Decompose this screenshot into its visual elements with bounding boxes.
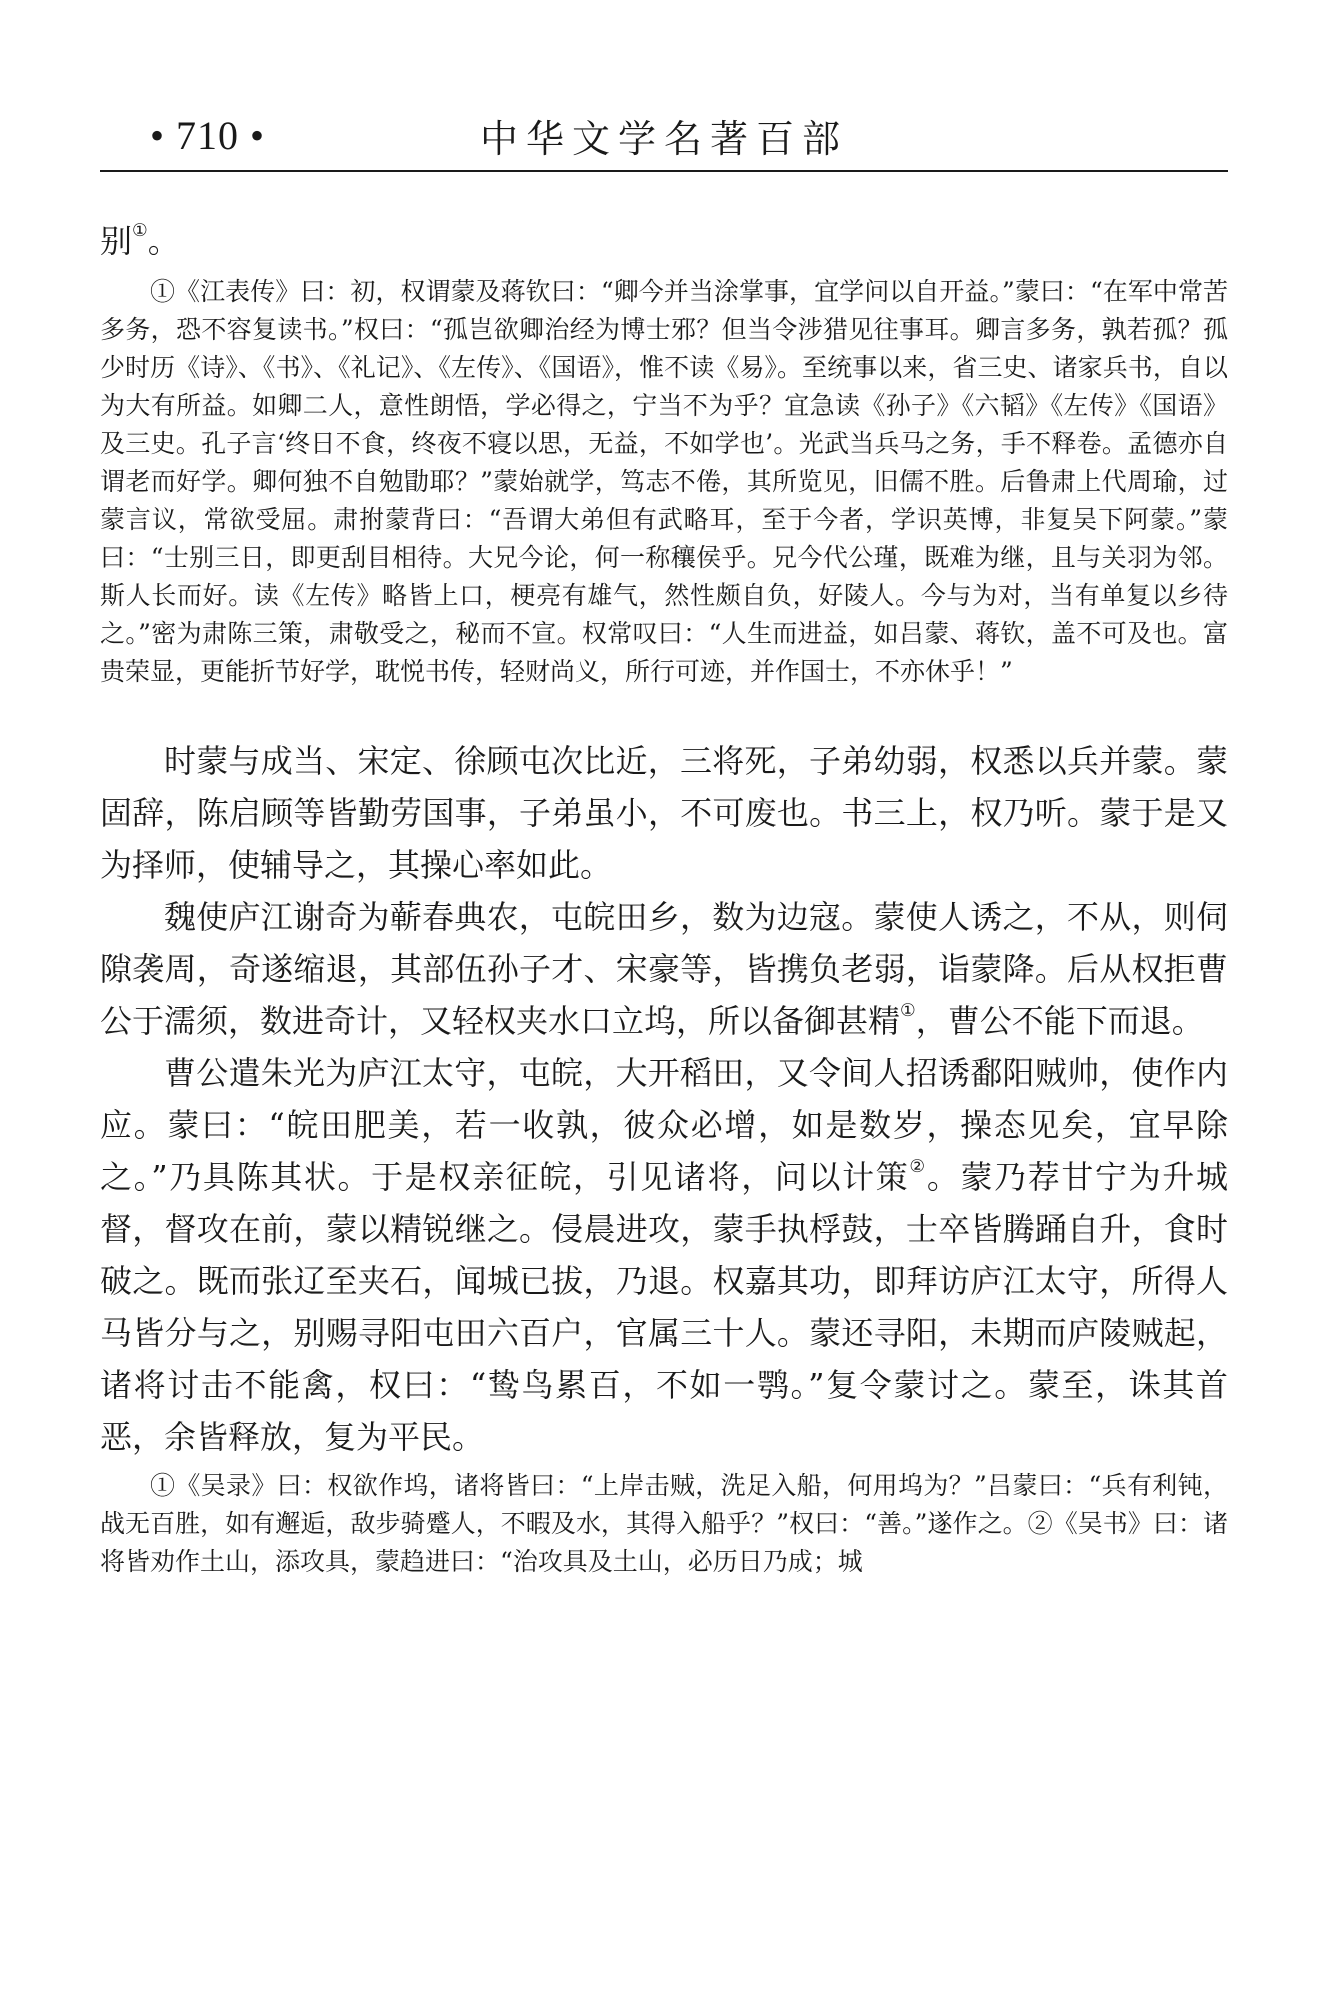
annotation-jiangbiaozhuan: ①《江表传》曰：初，权谓蒙及蒋钦曰：“卿今并当涂掌事，宜学问以自开益。”蒙曰：“在军中常苦多务，恐不容复读书。”权曰：“孤岂欲卿治经为博士邪？但当令涉猎见往事耳。卿言多务，孰若孤？孤少时历《诗》、《书》、《礼记》、《左传》、《国语》，惟不读《易》。至统事以来，省三史、诸家兵书，自以为大有所益。如卿二人，意性朗悟，学必得之，宁当不为乎？宜急读《孙子》《六韬》《左传》《国语》及三史。孔子言‘终日不食，终夜不寝以思，无益，不如学也’。光武当兵马之务，手不释卷。孟德亦自谓老而好学。卿何独不自勉勖耶？”蒙始就学，笃志不倦，其所览见，旧儒不胜。后鲁肃上代周瑜，过蒙言议，常欲受屈。肃拊蒙背曰：“吾谓大弟但有武略耳，至于今者，学识英博，非复吴下阿蒙。”蒙曰：“士别三日，即更刮目相待。大兄今论，何一称穰侯乎。兄今代公瑾，既难为继，且与关羽为邻。斯人长而好。读《左传》略皆上口，梗亮有雄气，然性颇自负，好陵人。今与为对，当有单复以乡待之。”密为肃陈三策，肃敬受之，秘而不宣。权常叹曰：“人生而进益，如吕蒙、蒋钦，盖不可及也。富贵荣显，更能折节好学，耽悦书传，轻财尚义，所行可迹，并作国士，不亦休乎！” xyxy=(100,277,1228,686)
annotation-wulu-wushu: ①《吴录》曰：权欲作坞，诸将皆曰：“上岸击贼，洗足入船，何用坞为？”吕蒙曰：“兵有利钝，战无百胜，如有邂逅，敌步骑蹙人，不暇及水，其得入船乎？”权曰：“善。”遂作之。②《吴书》曰：诸将皆劝作土山，添攻具，蒙趋进曰：“治攻具及土山，必历日乃成；城 xyxy=(100,1471,1228,1576)
opening-line xyxy=(100,215,1228,267)
opening-punct: 。 xyxy=(147,222,180,260)
paragraph-1: 时蒙与成当、宋定、徐顾屯次比近，三将死，子弟幼弱，权悉以兵并蒙。蒙固辞，陈启顾等皆勤劳国事，子弟虽小，不可废也。书三上，权乃听。蒙于是又为择师，使辅导之，其操心率如此。 xyxy=(100,742,1228,884)
footnote-marker: ② xyxy=(909,1157,927,1178)
annotation-block xyxy=(100,1467,1228,1581)
header-rule xyxy=(100,170,1228,172)
paragraph-2 xyxy=(100,891,1228,1047)
page-number: • 710 • xyxy=(150,113,266,158)
footnote-marker: ① xyxy=(132,221,148,242)
page-body xyxy=(100,215,1228,1581)
book-title: 中华文学名著百部 xyxy=(479,117,848,161)
annotation-block xyxy=(100,273,1228,691)
main-text-block xyxy=(100,735,1228,1463)
paragraph-3-text: 曹公遣朱光为庐江太守，屯皖，大开稻田，又令间人招诱鄱阳贼帅，使作内应。蒙曰：“皖田肥美，若一收孰，彼众必增，如是数岁，操态见矣，宜早除之。”乃具陈其状。于是权亲征皖，引见诸将，问以计策 xyxy=(100,1054,1228,1196)
opening-text: 别 xyxy=(100,222,133,260)
paragraph-2-text: 魏使庐江谢奇为蕲春典农，屯皖田乡，数为边寇。蒙使人诱之，不从，则伺隙袭周，奇遂缩退，其部伍孙子才、宋豪等，皆携负老弱，诣蒙降。后从权拒曹公于濡须，数进奇计，又轻权夹水口立坞，所以备御甚精 xyxy=(100,898,1228,1040)
running-header xyxy=(100,108,1228,168)
paragraph-3 xyxy=(100,1047,1228,1463)
footnote-marker: ① xyxy=(900,1001,916,1022)
paragraph-3-end: 。蒙乃荐甘宁为升城督，督攻在前，蒙以精锐继之。侵晨进攻，蒙手执桴鼓，士卒皆腾踊自升，食时破之。既而张辽至夹石，闻城已拔，乃退。权嘉其功，即拜访庐江太守，所得人马皆分与之，别赐寻阳屯田六百户，官属三十人。蒙还寻阳，未期而庐陵贼起，诸将讨击不能禽，权曰：“鸷鸟累百，不如一鹗。”复令蒙讨之。蒙至，诛其首恶，余皆释放，复为平民。 xyxy=(100,1158,1228,1456)
paragraph-2-end: ，曹公不能下而退。 xyxy=(915,1002,1204,1040)
